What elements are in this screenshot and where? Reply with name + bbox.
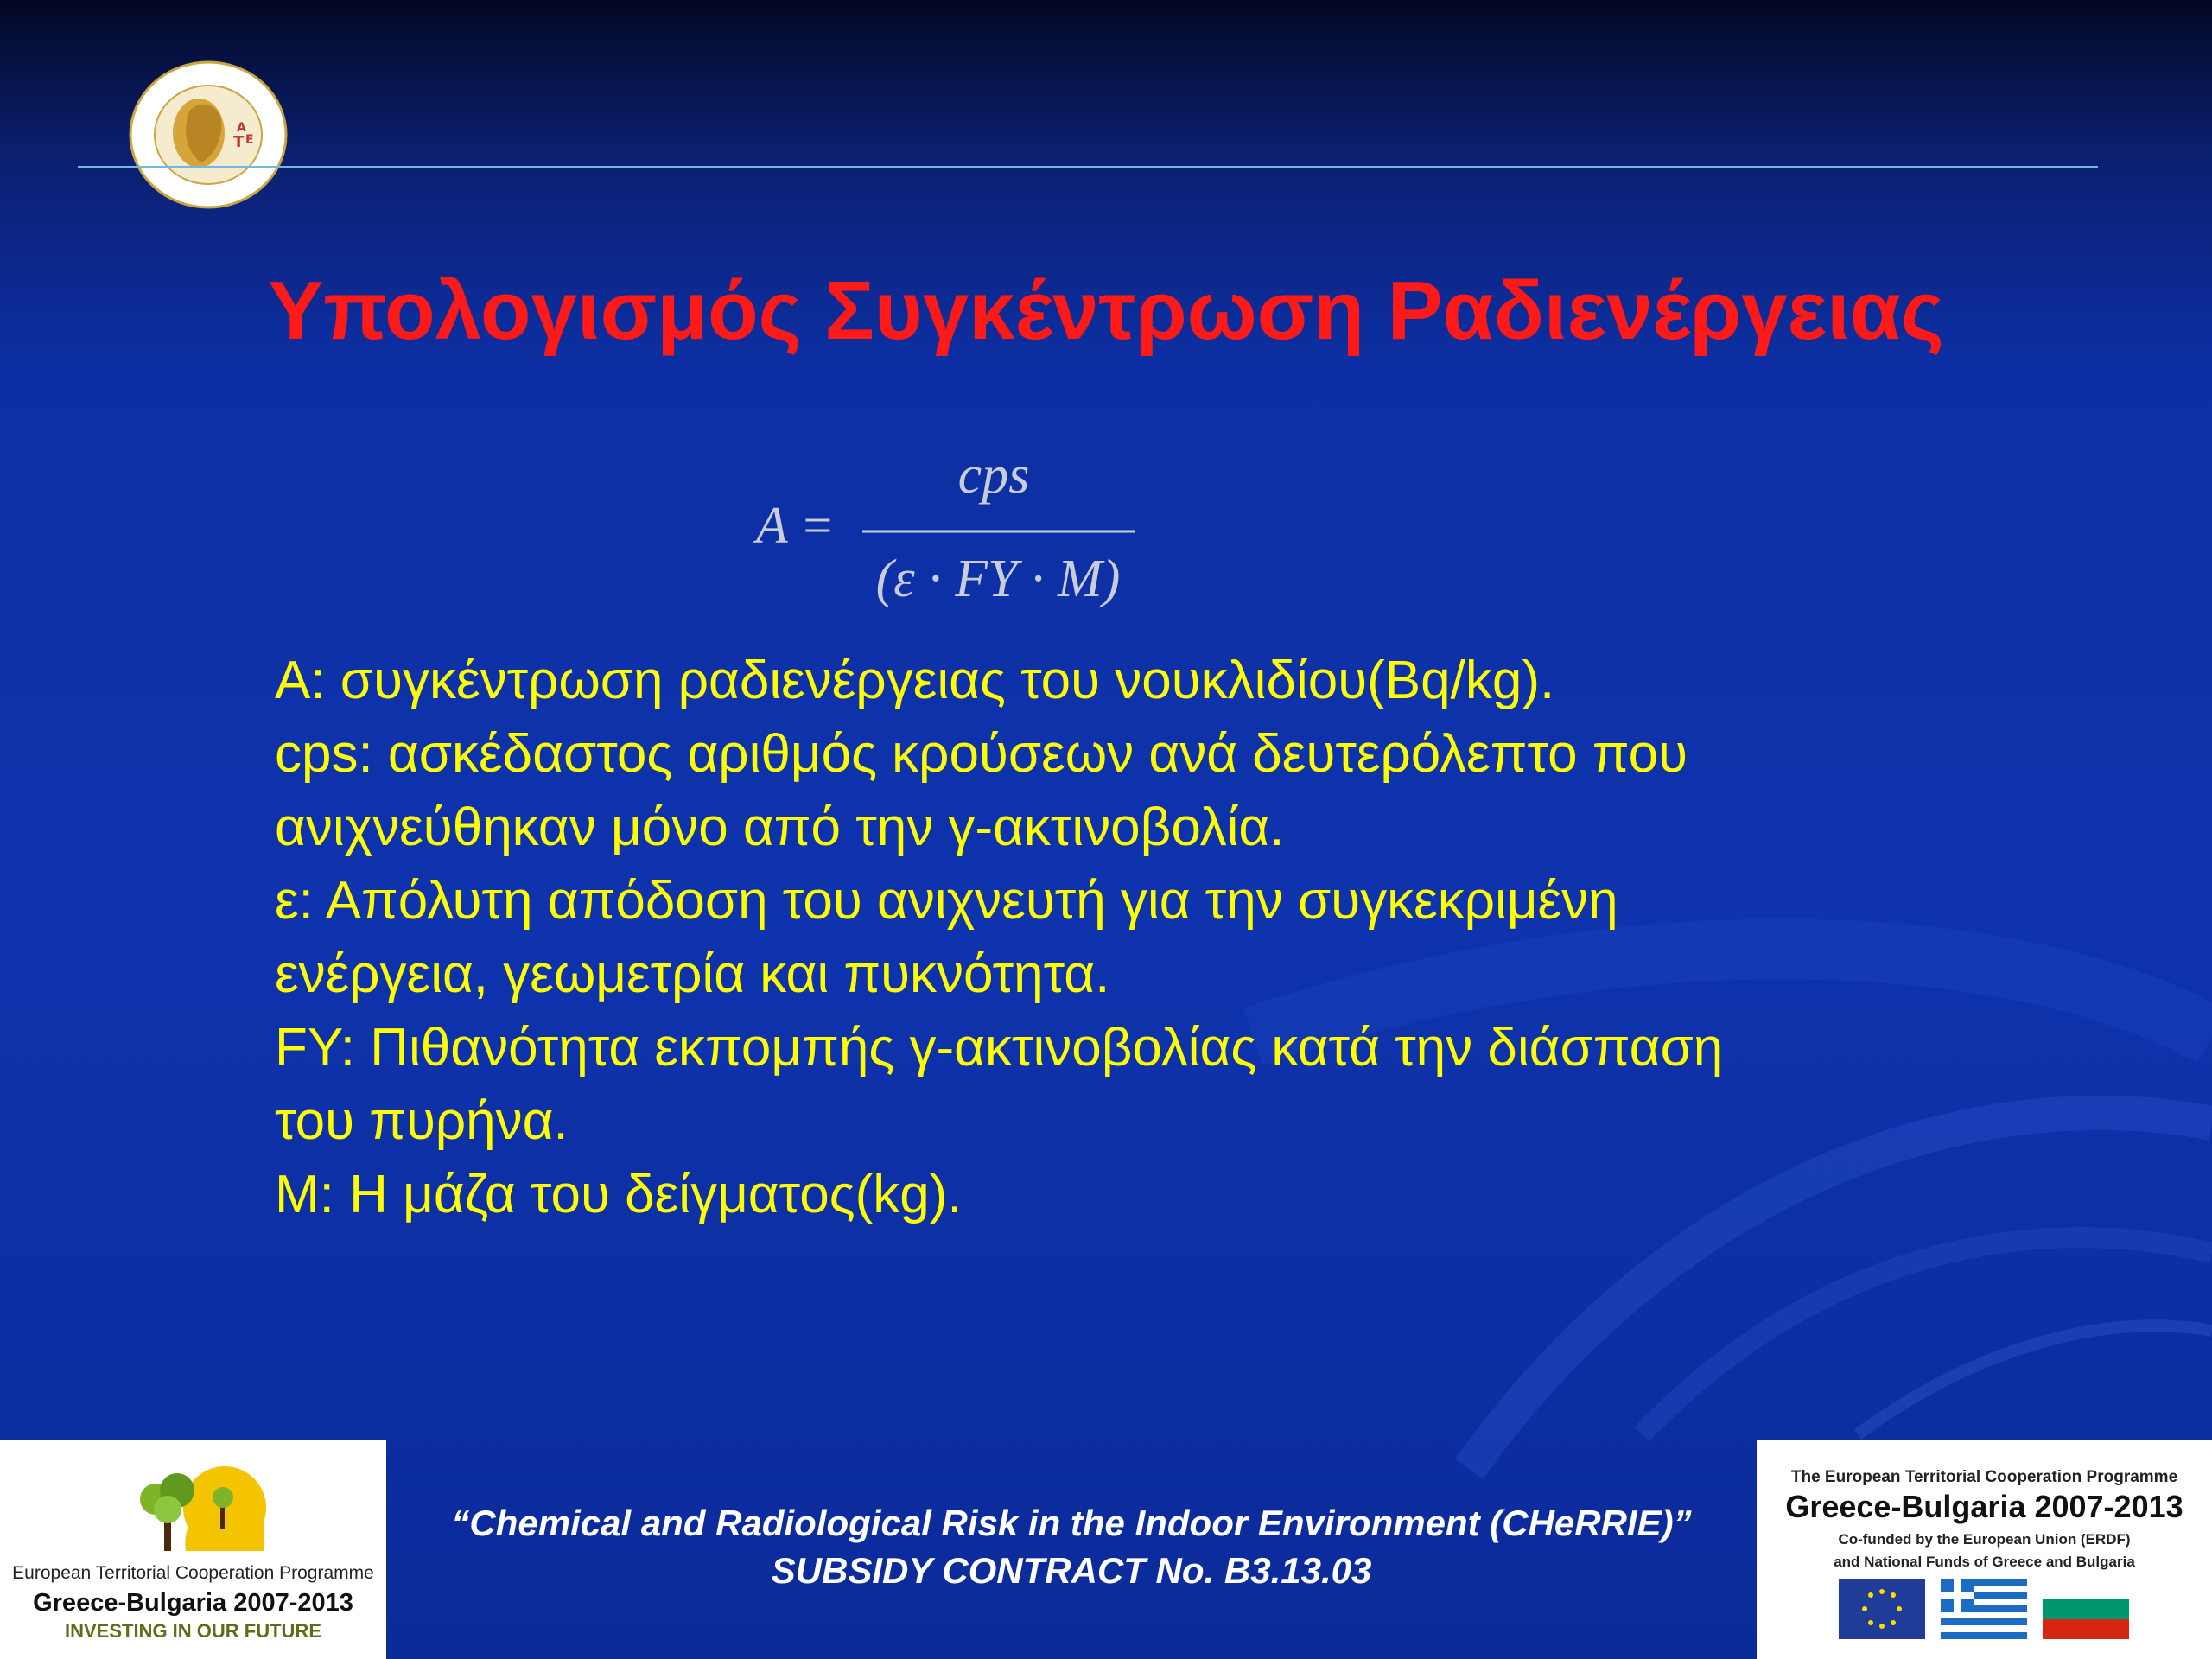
- svg-text:Τ: Τ: [233, 133, 245, 151]
- activity-formula: [743, 449, 1158, 622]
- definition-line: M: Η μάζα του δείγματος(kg).: [275, 1165, 963, 1224]
- definition-line: του πυρήνα.: [275, 1091, 569, 1151]
- tree-sun-icon: [104, 1456, 276, 1560]
- greece-flag-icon: [1941, 1579, 2027, 1639]
- programme-name: Greece-Bulgaria 2007-2013: [33, 1589, 353, 1617]
- project-info: [386, 1499, 1757, 1594]
- svg-text:Α: Α: [237, 121, 246, 135]
- variable-definitions: [275, 644, 2046, 1231]
- definition-line: cps: ασκέδαστος αριθμός κρούσεων ανά δευτερόλεπτο που: [275, 724, 1688, 784]
- university-seal-logo: [128, 60, 289, 209]
- bulgaria-flag-icon: [2043, 1579, 2129, 1639]
- definition-line: ε: Απόλυτη απόδοση του ανιχνευτή για την συγκεκριμένη: [275, 871, 1618, 931]
- definition-line: ενέργεια, γεωμετρία και πυκνότητα.: [275, 944, 1110, 1004]
- cofunding-note: [1757, 1529, 2212, 1573]
- programme-name: Greece-Bulgaria 2007-2013: [1785, 1489, 2183, 1524]
- eu-flag-icon: [1839, 1579, 1925, 1639]
- cofunding-line: Co-funded by the European Union (ERDF): [1838, 1531, 2131, 1548]
- cofunding-line: and National Funds of Greece and Bulgaria: [1834, 1554, 2135, 1570]
- programme-slogan: INVESTING IN OUR FUTURE: [64, 1620, 321, 1642]
- definition-line: Α: συγκέντρωση ραδιενέργειας του νουκλιδίου(Bq/kg).: [275, 651, 1555, 710]
- project-title: “Chemical and Radiological Risk in the Indoor Environment (CHeRRIE)”: [451, 1503, 1692, 1543]
- formula-numerator: cps: [957, 449, 1030, 505]
- slide-title: Υπολογισμός Συγκέντρωση Ραδιενέργειας: [268, 264, 1944, 357]
- programme-logo-right: [1757, 1440, 2212, 1659]
- definition-line: ανιχνεύθηκαν μόνο από την γ-ακτινοβολία.: [275, 798, 1285, 857]
- contract-number: SUBSIDY CONTRACT No. B3.13.03: [771, 1550, 1372, 1591]
- programme-label: The European Territorial Cooperation Programme: [1790, 1468, 2178, 1486]
- programme-label: European Territorial Cooperation Programme: [12, 1563, 374, 1583]
- header-divider: [78, 166, 2098, 168]
- definition-line: FY: Πιθανότητα εκπομπής γ-ακτινοβολίας κατά την διάσπαση: [275, 1018, 1724, 1077]
- formula-denominator: (ε · FY · M): [875, 550, 1121, 608]
- formula-lhs: A =: [756, 497, 836, 554]
- svg-text:Ε: Ε: [245, 133, 254, 147]
- programme-logo-left: [0, 1440, 386, 1659]
